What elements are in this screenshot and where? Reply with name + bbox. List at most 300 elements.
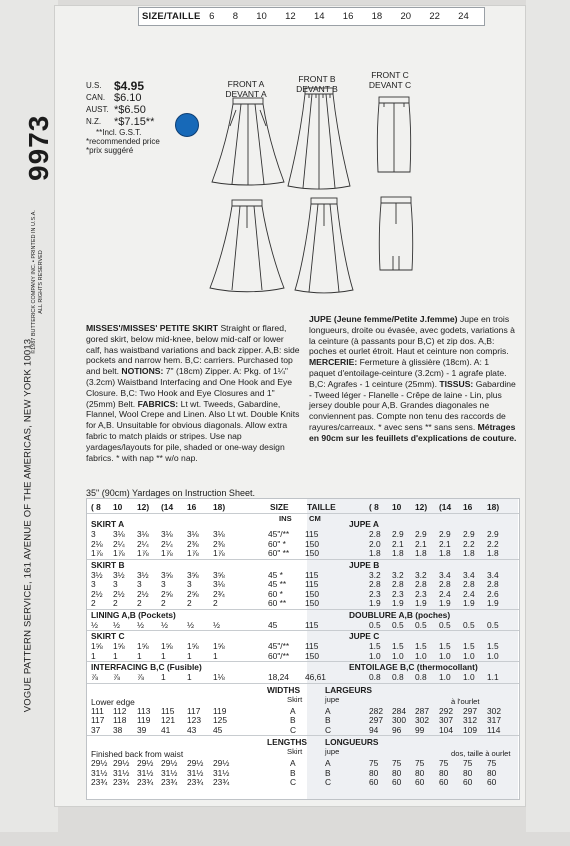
yardage-cell: 2¾ <box>213 588 225 599</box>
metrage-cell: 0.8 <box>392 672 404 682</box>
yardage-cell: 2⅜ <box>213 538 225 549</box>
measure-cell: 302 <box>415 715 429 725</box>
metrage-cell: 0.5 <box>369 619 381 630</box>
metrage-cell: 1.0 <box>439 650 451 661</box>
metrage-cell: 1.8 <box>415 548 427 558</box>
yardage-cell: 1⅝ <box>137 641 149 651</box>
size-header-value: 20 <box>400 11 412 22</box>
metrage-cell: 1.1 <box>487 672 499 682</box>
measure-cell: 307 <box>439 715 453 725</box>
mercerie-label: MERCERIE: <box>309 357 358 368</box>
yardage-cell: 3⅝ <box>161 569 173 580</box>
view-letter: B <box>325 767 331 778</box>
yardage-cell: 3⅝ <box>213 569 225 580</box>
publisher-address: VOGUE PATTERN SERVICE, 161 AVENUE OF THE AMERICAS, NEW YORK 10013 <box>22 338 34 713</box>
yardage-cell: 2¼ <box>137 538 149 549</box>
view-label-line: DEVANT A <box>225 89 267 99</box>
price-row <box>86 104 160 116</box>
metrage-cell: 1.9 <box>392 598 404 608</box>
section-label-fr: JUPE B <box>349 559 380 570</box>
view-letter: A <box>290 705 296 716</box>
skirt-a-back-illustration <box>205 198 289 294</box>
yardage-cell: 1⅝ <box>161 641 173 651</box>
fabric-width-in: 45"/** <box>268 529 290 539</box>
metrage-cell: 1.8 <box>369 548 381 558</box>
yardage-cell: 3⅛ <box>161 529 173 539</box>
measure-cell: 111 <box>91 705 104 716</box>
metrage-cell: 0.8 <box>415 672 427 682</box>
measure-cell: 23¾ <box>91 777 108 787</box>
size-col-header: (14 <box>439 502 452 512</box>
view-letter: C <box>325 777 332 787</box>
price-value: *$7.15** <box>114 116 155 128</box>
skirt-label: Skirt <box>287 747 303 756</box>
measure-cell: 31½ <box>213 767 230 778</box>
yardage-cell: 1 <box>91 650 96 661</box>
skirt-c-back-illustration <box>373 196 421 274</box>
measure-cell: 29½ <box>113 758 130 768</box>
metrage-cell: 1.0 <box>463 650 475 661</box>
measure-cell: 117 <box>187 705 201 716</box>
view-letter: B <box>325 715 331 725</box>
fabric-width-cm: 150 <box>305 538 319 549</box>
measure-cell: 80 <box>415 767 425 778</box>
yardage-cell: 3 <box>91 579 96 589</box>
measure-cell: 29½ <box>187 758 204 768</box>
yardage-cell: 2⅝ <box>187 588 199 599</box>
yardage-cell: 2 <box>113 598 118 608</box>
metrage-cell: 1.5 <box>369 641 381 651</box>
size-col-header: 18) <box>213 502 226 512</box>
measure-cell: 297 <box>463 705 477 716</box>
size-col-header: 16 <box>187 502 197 512</box>
view-letter: A <box>325 705 331 716</box>
measure-cell: 112 <box>113 705 127 716</box>
size-col-header: 18) <box>487 502 500 512</box>
size-col-header: 10 <box>392 502 402 512</box>
measure-cell: 75 <box>463 758 473 768</box>
section-label-fr: DOUBLURE A,B (poches) <box>349 609 451 620</box>
measure-cell: 80 <box>463 767 473 778</box>
fabric-width-cm: 150 <box>305 650 319 661</box>
fabric-width-cm: 46,61 <box>305 672 326 682</box>
ins-label: INS <box>279 514 292 523</box>
size-header-value: 10 <box>256 11 267 22</box>
measure-cell: 115 <box>161 705 175 716</box>
metrage-cell: 3.4 <box>487 569 499 580</box>
envelope-right-edge <box>526 0 570 832</box>
fabric-width-in: 60" ** <box>268 548 290 558</box>
measure-cell: 60 <box>487 777 497 787</box>
measure-cell: 75 <box>415 758 425 768</box>
block-note-fr: à l'ourlet <box>451 696 480 706</box>
yardage-cell: 2 <box>91 598 96 608</box>
section-label-fr: ENTOILAGE B,C (thermocollant) <box>349 662 478 672</box>
metrage-cell: 1.5 <box>415 641 427 651</box>
description-french <box>309 314 517 444</box>
yardage-cell: ½ <box>91 619 98 630</box>
view-letter: C <box>290 724 297 735</box>
block-title-en: LENGTHS <box>267 737 308 747</box>
copyright-line: ALL RIGHTS RESERVED <box>38 250 44 314</box>
yardage-cell: 2¼ <box>161 538 173 549</box>
metrage-cell: 2.4 <box>439 588 451 599</box>
yardage-cell: 3⅛ <box>213 579 225 589</box>
measure-cell: 31½ <box>113 767 130 778</box>
metrage-cell: 1.9 <box>369 598 381 608</box>
skirt-b-front-illustration <box>283 86 355 192</box>
price-note: **Incl. G.S.T. <box>96 128 142 137</box>
metrage-cell: 2.8 <box>369 579 381 589</box>
measure-cell: 119 <box>213 705 227 716</box>
yardage-cell: 1⅝ <box>187 641 199 651</box>
price-value: $4.95 <box>114 79 145 93</box>
metrage-cell: 2.8 <box>392 579 404 589</box>
metrage-cell: 2.6 <box>487 588 499 599</box>
measure-cell: 80 <box>439 767 449 778</box>
price-country: AUST. <box>86 105 109 114</box>
yardage-cell: 3 <box>113 579 118 589</box>
measure-cell: 60 <box>439 777 449 787</box>
metrage-cell: 1.0 <box>392 650 404 661</box>
block-note-fr: dos, taille à ourlet <box>451 749 511 758</box>
yardage-cell: 1⅛ <box>213 672 225 682</box>
measure-cell: 80 <box>369 767 379 778</box>
yardage-cell: 1⅞ <box>113 548 125 558</box>
section-label-fr: JUPE C <box>349 631 380 641</box>
yardage-cell: 1 <box>113 650 118 661</box>
yardage-cell: ½ <box>137 619 144 630</box>
fabric-width-cm: 115 <box>305 619 319 630</box>
measure-cell: 117 <box>91 715 105 725</box>
block-title-fr: LONGUEURS <box>325 737 379 747</box>
size-header-value: 12 <box>285 11 296 22</box>
size-header-value: 14 <box>313 11 325 22</box>
metrage-cell: 1.9 <box>463 598 475 608</box>
description-body: Jupe en trois longueurs, droite ou évasée, avec godets, variations à la ceinture (à passants pour B,C) et zip dos. A,B: poches et ourlet étroit. Haut et ceinture non compris. <box>309 314 515 357</box>
fabric-width-in: 45 <box>268 619 278 630</box>
yardage-cell: 2½ <box>137 588 149 599</box>
metrage-cell: 2.9 <box>439 529 451 539</box>
metrage-cell: 2.3 <box>392 588 404 599</box>
metrage-cell: 1.5 <box>439 641 451 651</box>
yardage-cell: 1 <box>187 672 192 682</box>
block-title-fr: LARGEURS <box>325 684 372 695</box>
yardage-cell: 2 <box>161 598 166 608</box>
measure-cell: 29½ <box>137 758 154 768</box>
yardage-table <box>86 498 520 800</box>
yardage-cell: 1 <box>187 650 192 661</box>
measure-cell: 297 <box>369 715 383 725</box>
description-title: JUPE (Jeune femme/Petite J.femme) <box>309 314 458 324</box>
metrage-cell: 1.9 <box>439 598 451 608</box>
fabric-width-cm: 150 <box>305 588 319 599</box>
yardage-cell: 2⅝ <box>161 588 173 599</box>
measure-cell: 118 <box>113 715 127 725</box>
yardage-cell: ⅞ <box>91 672 98 682</box>
measure-cell: 38 <box>113 724 123 735</box>
blue-dot-marker <box>175 113 199 137</box>
price-country: CAN. <box>86 93 106 102</box>
size-col-header: 16 <box>463 502 473 512</box>
yardage-cell: 1⅝ <box>213 641 225 651</box>
yardage-cell: 3 <box>161 579 166 589</box>
price-country: U.S. <box>86 81 102 90</box>
metrage-note: Métrages en 90cm sur les feuillets d'explications de couture. <box>309 421 517 443</box>
description-english <box>86 323 301 463</box>
measure-cell: 96 <box>392 724 402 735</box>
metrage-cell: 2.3 <box>369 588 381 599</box>
metrage-cell: 1.0 <box>463 672 475 682</box>
measure-cell: 80 <box>392 767 402 778</box>
measure-cell: 31½ <box>91 767 108 778</box>
metrage-cell: 1.5 <box>392 641 404 651</box>
yardage-cell: 1⅞ <box>91 548 103 558</box>
size-header-value: 18 <box>371 11 383 22</box>
yardage-cell: 3⅛ <box>213 529 225 539</box>
jupe-label: jupe <box>325 747 340 756</box>
table-rule <box>87 559 519 560</box>
fabric-width-in: 60"/** <box>268 650 290 661</box>
size-col-header: 12) <box>137 502 150 512</box>
tissus-label: TISSUS: <box>439 378 474 389</box>
yardage-cell: 3½ <box>91 569 103 580</box>
measure-cell: 99 <box>415 724 425 735</box>
yardage-cell: ½ <box>161 619 168 630</box>
metrage-cell: 1.8 <box>463 548 475 558</box>
section-label-en: INTERFACING B,C (Fusible) <box>91 662 202 672</box>
metrage-cell: 1.0 <box>415 650 427 661</box>
size-col-header: 10 <box>113 502 123 512</box>
metrage-cell: 3.4 <box>463 569 475 580</box>
measure-cell: 125 <box>213 715 227 725</box>
skirt-c-front-illustration <box>370 96 420 174</box>
size-header-value: 24 <box>458 11 469 22</box>
block-title-en: WIDTHS <box>267 684 301 695</box>
measure-cell: 119 <box>137 715 151 725</box>
yardage-cell: 2 <box>213 598 218 608</box>
size-col-header: (14 <box>161 502 174 512</box>
copyright-notice <box>31 182 45 382</box>
view-letter: C <box>290 777 297 787</box>
measure-cell: 312 <box>463 715 477 725</box>
metrage-cell: 0.5 <box>439 619 451 630</box>
measure-cell: 31½ <box>161 767 178 778</box>
measure-cell: 302 <box>487 705 501 716</box>
metrage-cell: 0.5 <box>487 619 499 630</box>
fabric-width-in: 45 * <box>268 569 283 580</box>
view-letter: B <box>290 715 296 725</box>
metrage-cell: 1.0 <box>369 650 381 661</box>
measure-cell: 23¾ <box>213 777 230 787</box>
yardage-cell: 3⅛ <box>187 529 199 539</box>
measure-cell: 121 <box>161 715 175 725</box>
measure-cell: 292 <box>439 705 453 716</box>
metrage-cell: 1.8 <box>439 548 451 558</box>
copyright-line: ©1987 BUTTERICK COMPANY INC. • PRINTED IN U.S.A. <box>31 210 37 354</box>
fabric-width-in: 45"/** <box>268 641 290 651</box>
yardage-cell: 3 <box>187 579 192 589</box>
view-letter: B <box>290 767 296 778</box>
pattern-number: 9973 <box>23 114 54 181</box>
yardage-cell: 2½ <box>113 588 125 599</box>
notions-label: NOTIONS: <box>121 366 164 377</box>
metrage-cell: 3.2 <box>415 569 427 580</box>
metrage-cell: 2.8 <box>369 529 381 539</box>
measure-cell: 123 <box>187 715 201 725</box>
section-label-en: SKIRT A <box>91 519 125 529</box>
price-note: *recommended price <box>86 137 160 146</box>
metrage-cell: 0.5 <box>392 619 404 630</box>
section-label-en: SKIRT C <box>91 631 125 641</box>
section-label-en: SKIRT B <box>91 559 125 570</box>
measure-cell: 23¾ <box>137 777 154 787</box>
measure-cell: 114 <box>487 724 501 735</box>
measure-cell: 23¾ <box>161 777 178 787</box>
metrage-cell: 2.2 <box>487 538 499 549</box>
measure-cell: 41 <box>161 724 171 735</box>
view-label-line: FRONT A <box>227 79 265 89</box>
metrage-cell: 2.3 <box>415 588 427 599</box>
yardage-cell: 1⅞ <box>213 548 225 558</box>
measure-cell: 75 <box>439 758 449 768</box>
yardage-cell: ½ <box>187 619 194 630</box>
measure-cell: 109 <box>463 724 477 735</box>
size-col-header: ( 8 <box>369 502 379 512</box>
metrage-cell: 1.8 <box>487 548 499 558</box>
metrage-cell: 2.8 <box>463 579 475 589</box>
metrage-cell: 0.8 <box>369 672 381 682</box>
skirt-a-front-illustration <box>208 96 288 188</box>
price-country: N.Z. <box>86 117 102 126</box>
yardage-cell: 1 <box>161 672 166 682</box>
jupe-label: jupe <box>325 694 340 704</box>
yardage-cell: 1⅝ <box>113 641 125 651</box>
yardage-cell: ⅞ <box>113 672 120 682</box>
view-letter: A <box>325 758 331 768</box>
measure-cell: 45 <box>213 724 223 735</box>
measure-cell: 39 <box>137 724 147 735</box>
measure-cell: 31½ <box>137 767 154 778</box>
metrage-cell: 1.9 <box>487 598 499 608</box>
measure-cell: 60 <box>392 777 402 787</box>
fabrics-label: FABRICS: <box>137 398 179 409</box>
metrage-cell: 2.4 <box>463 588 475 599</box>
metrage-cell: 2.9 <box>415 529 427 539</box>
yardage-cell: 2⅜ <box>187 538 199 549</box>
yardage-cell: 3⅛ <box>113 529 125 539</box>
size-header <box>138 7 485 26</box>
view-label-line: DEVANT B <box>296 84 338 94</box>
measure-cell: 75 <box>369 758 379 768</box>
taille-label: TAILLE <box>307 502 336 512</box>
metrage-cell: 0.5 <box>463 619 475 630</box>
metrage-cell: 2.8 <box>487 579 499 589</box>
metrage-cell: 2.2 <box>463 538 475 549</box>
price-row <box>86 92 160 104</box>
table-rule <box>87 683 519 684</box>
yardage-cell: 1⅞ <box>137 548 149 558</box>
yardage-cell: ½ <box>213 619 220 630</box>
notions-text: 7" (18cm) Zipper. A: Pkg. of 1¼" (3.2cm) Waistband Interfacing and One Hook and Eye Closure. B,C: Two Hook and Eye Closures and 1" (25mm) Belt. <box>86 366 293 409</box>
view-letter: A <box>290 758 296 768</box>
metrage-cell: 0.5 <box>415 619 427 630</box>
fabric-width-cm: 150 <box>305 548 319 558</box>
measure-cell: 282 <box>369 705 383 716</box>
yardage-cell: 3⅝ <box>187 569 199 580</box>
measure-cell: 113 <box>137 705 151 716</box>
view-label-c <box>360 70 420 90</box>
view-label-line: FRONT B <box>298 74 336 84</box>
metrage-cell: 2.1 <box>439 538 451 549</box>
yardage-cell: 3 <box>137 579 142 589</box>
measure-cell: 43 <box>187 724 197 735</box>
yardage-cell: 1 <box>213 650 218 661</box>
yardage-cell: 2 <box>187 598 192 608</box>
yardage-cell: 3 <box>91 529 96 539</box>
yardage-cell: 1 <box>137 650 142 661</box>
measure-cell: 29½ <box>161 758 178 768</box>
yardage-cell: 3½ <box>137 569 149 580</box>
view-letter: C <box>325 724 332 735</box>
measure-cell: 29½ <box>91 758 108 768</box>
fabric-width-in: 60" * <box>268 538 286 549</box>
mercerie-text: Fermeture à glissière (18cm). A: 1 paquet d'entoilage-ceinture (3.2cm) - 1 agrafe plate. B,C: Agrafes - 1 ceinture (25mm). <box>309 357 507 389</box>
measure-cell: 75 <box>487 758 497 768</box>
metrage-cell: 3.4 <box>439 569 451 580</box>
yardage-note: 35" (90cm) Yardages on Instruction Sheet. <box>86 488 255 498</box>
measure-cell: 31½ <box>187 767 204 778</box>
fabric-width-in: 18,24 <box>268 672 289 682</box>
price-note: *prix suggéré <box>86 146 134 155</box>
measure-cell: 80 <box>487 767 497 778</box>
cm-label: CM <box>309 514 321 523</box>
metrage-cell: 2.8 <box>439 579 451 589</box>
description-title: MISSES'/MISSES' PETITE SKIRT <box>86 323 219 333</box>
block-subtitle: Finished back from waist <box>91 749 184 759</box>
fabric-width-cm: 115 <box>305 641 319 651</box>
description-body: Straight or flared, gored skirt, below mid-knee, below mid-calf or lower calf, has waistband variations and back zipper. A,B: side pockets and narrow hem. B,C: carriers. Purchased top and belt. <box>86 323 300 377</box>
skirt-label: Skirt <box>287 694 303 704</box>
size-header-value: 8 <box>232 11 238 22</box>
price-row <box>86 116 160 128</box>
yardage-cell: ⅞ <box>137 672 144 682</box>
measure-cell: 60 <box>463 777 473 787</box>
fabric-width-in: 60 * <box>268 588 283 599</box>
fabric-width-in: 60 ** <box>268 598 287 608</box>
fabric-width-cm: 115 <box>305 569 319 580</box>
measure-cell: 23¾ <box>113 777 130 787</box>
price-list <box>86 80 160 155</box>
skirt-b-back-illustration <box>291 196 357 296</box>
table-rule <box>87 630 519 631</box>
tissus-text: Gabardine - Tweed léger - Flanelle - Crêpe de laine - Lin, plus jersey double pour A,B. Grandes diagonales ne conviennent pas. Compte non tenu des raccords de rayures/carreaux. * avec sens ** sans sens. <box>309 378 516 432</box>
measure-cell: 94 <box>369 724 379 735</box>
yardage-cell: 1 <box>161 650 166 661</box>
yardage-cell: 1⅞ <box>187 548 199 558</box>
measure-cell: 104 <box>439 724 453 735</box>
measure-cell: 60 <box>415 777 425 787</box>
size-header-label: SIZE/TAILLE <box>142 11 201 22</box>
metrage-cell: 2.8 <box>415 579 427 589</box>
measure-cell: 60 <box>369 777 379 787</box>
size-header-value: 6 <box>209 11 215 22</box>
metrage-cell: 2.9 <box>487 529 499 539</box>
yardage-cell: 2⅛ <box>91 538 103 549</box>
metrage-cell: 1.9 <box>415 598 427 608</box>
price-row <box>86 80 160 92</box>
metrage-cell: 2.1 <box>392 538 404 549</box>
